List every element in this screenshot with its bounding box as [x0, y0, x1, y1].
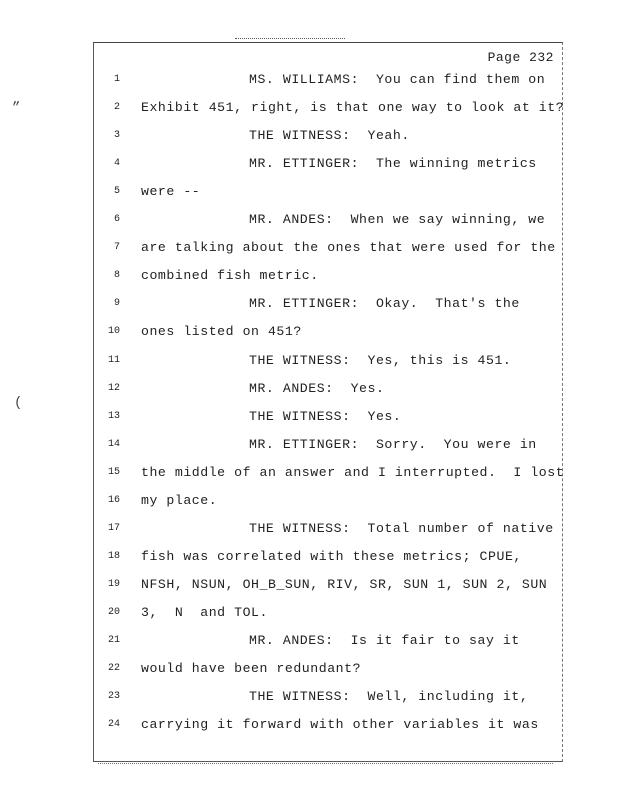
- line-number: 1: [113, 74, 120, 85]
- line-number: 11: [107, 354, 120, 366]
- bottom-scan-artifact: [98, 763, 553, 764]
- line-number: 22: [107, 663, 120, 675]
- line-text: 3, N and TOL.: [141, 604, 268, 620]
- line-text: MR. ETTINGER: Sorry. You were in: [249, 436, 537, 452]
- transcript-line: [0, 409, 618, 437]
- transcript-line: [0, 437, 618, 465]
- line-number: 21: [107, 635, 120, 646]
- line-number: 10: [107, 326, 120, 338]
- line-text: MS. WILLIAMS: You can find them on: [249, 72, 546, 87]
- line-number: 3: [113, 130, 120, 142]
- line-text: MR. ANDES: Is it fair to say it: [249, 633, 520, 648]
- line-text: are talking about the ones that were used for the: [141, 240, 556, 256]
- line-text: carrying it forward with other variables it was: [141, 717, 539, 733]
- transcript-line: [0, 100, 618, 128]
- line-number: 7: [113, 242, 120, 254]
- line-number: 23: [107, 691, 120, 703]
- line-number: 20: [107, 606, 120, 618]
- top-scan-artifact: [235, 38, 345, 39]
- transcript-line: [0, 268, 618, 296]
- transcript-line: [0, 296, 618, 324]
- line-text: MR. ANDES: Yes.: [249, 380, 385, 396]
- transcript-line: [0, 240, 618, 268]
- transcript-line: [0, 605, 618, 633]
- transcript-line: [0, 212, 618, 240]
- line-text: MR. ETTINGER: The winning metrics: [249, 156, 537, 172]
- line-number: 5: [113, 186, 120, 198]
- transcript-line: [0, 465, 618, 493]
- transcript-line: [0, 324, 618, 352]
- line-text: the middle of an answer and I interrupted. I lost: [141, 464, 565, 480]
- line-number: 9: [113, 298, 120, 310]
- transcript-line: [0, 633, 618, 661]
- line-number: 14: [107, 438, 120, 450]
- transcript-line: [0, 72, 618, 100]
- line-text: THE WITNESS: Yes, this is 451.: [249, 352, 512, 368]
- line-number: 13: [107, 410, 120, 422]
- line-text: ones listed on 451?: [141, 324, 302, 340]
- line-text: THE WITNESS: Yeah.: [249, 128, 410, 144]
- line-text: THE WITNESS: Yes.: [249, 408, 402, 424]
- line-text: Exhibit 451, right, is that one way to look at it?: [141, 100, 565, 116]
- transcript-line: [0, 184, 618, 212]
- transcript-line: [0, 128, 618, 156]
- line-text: would have been redundant?: [141, 661, 362, 677]
- line-text: my place.: [141, 492, 218, 508]
- transcript-line: [0, 549, 618, 577]
- transcript-line: [0, 717, 618, 745]
- line-number: 17: [107, 522, 120, 534]
- line-number: 24: [107, 719, 120, 731]
- line-text: combined fish metric.: [141, 268, 319, 284]
- transcript-line: [0, 353, 618, 381]
- line-number: 2: [113, 102, 120, 114]
- line-text: NFSH, NSUN, OH_B_SUN, RIV, SR, SUN 1, SUN 2, SUN: [141, 576, 548, 592]
- transcript-line: [0, 381, 618, 409]
- line-number: 15: [107, 466, 120, 478]
- line-text: MR. ANDES: When we say winning, we: [249, 212, 546, 228]
- line-number: 4: [113, 158, 120, 170]
- line-text: MR. ETTINGER: Okay. That's the: [249, 296, 520, 312]
- line-number: 16: [107, 494, 120, 506]
- transcript-line: [0, 661, 618, 689]
- transcript-line: [0, 493, 618, 521]
- margin-mark: (: [14, 395, 23, 411]
- line-number: 8: [113, 270, 120, 282]
- line-number: 19: [107, 578, 120, 590]
- page-number: Page 232: [487, 50, 554, 65]
- transcript-line: [0, 689, 618, 717]
- line-number: 6: [113, 214, 120, 226]
- transcript-line: [0, 521, 618, 549]
- line-text: THE WITNESS: Well, including it,: [249, 689, 529, 705]
- margin-mark: „: [12, 92, 21, 108]
- line-text: THE WITNESS: Total number of native: [249, 520, 554, 536]
- line-number: 12: [107, 382, 120, 394]
- line-text: fish was correlated with these metrics; CPUE,: [141, 548, 522, 564]
- line-number: 18: [107, 550, 120, 562]
- line-text: were --: [141, 184, 201, 200]
- transcript-line: [0, 577, 618, 605]
- transcript-line: [0, 156, 618, 184]
